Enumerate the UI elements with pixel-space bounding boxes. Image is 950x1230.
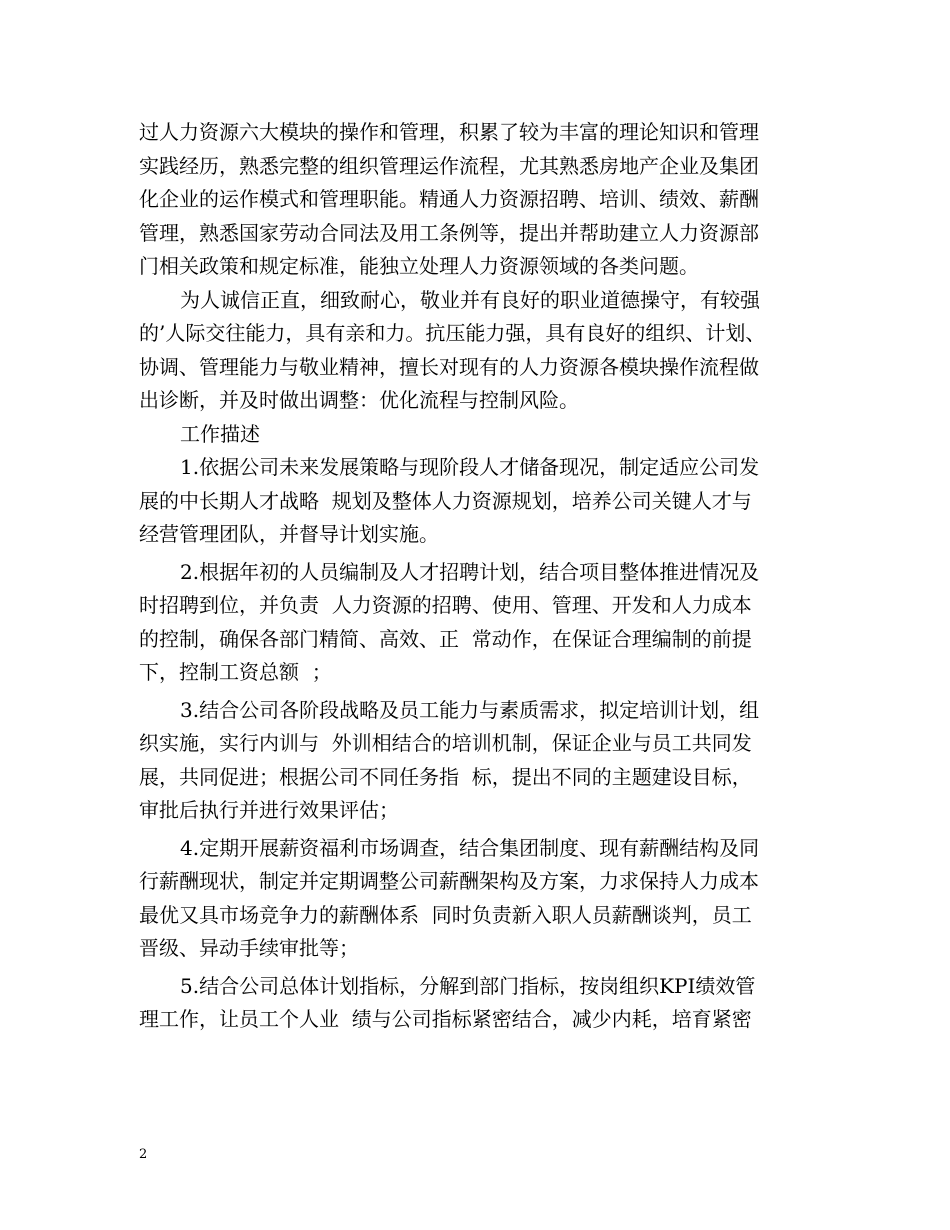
job-duty-item-1 [139, 451, 829, 552]
text-line: 行薪酬现状，制定并定期调整公司薪酬架构及方案，力求保持人力成本 [139, 869, 759, 893]
job-duty-item-4 [139, 832, 829, 966]
text-line: 织实施，实行内训与 外训相结合的培训机制，保证企业与员工共同发 [139, 731, 752, 755]
text-line: 2.根据年初的人员编制及人才招聘计划，结合项目整体推进情况及 [180, 559, 760, 584]
text-line: 工作描述 [180, 421, 260, 446]
text-line: 的控制，确保各部门精简、高效、正 常动作，在保证合理编制的前提 [139, 626, 752, 651]
text-line: 1.依据公司未来发展策略与现阶段人才储备现况，制定适应公司发 [180, 455, 760, 479]
paragraph-hr-experience [139, 116, 829, 284]
text-line: 协调、管理能力与敬业精神，擅长对现有的人力资源各模块操作流程做 [139, 354, 759, 379]
text-line: 为人诚信正直，细致耐心，敬业并有良好的职业道德操守，有较强 [180, 287, 760, 312]
text-line: 下，控制工资总额 ； [139, 660, 332, 684]
text-line: 过人力资源六大模块的操作和管理，积累了较为丰富的理论知识和管理 [139, 120, 759, 144]
text-line: 审批后执行并进行效果评估； [139, 798, 399, 822]
text-line: 时招聘到位，并负责 人力资源的招聘、使用、管理、开发和人力成本 [139, 593, 752, 617]
text-line: 经营管理团队，并督导计划实施。 [139, 522, 439, 546]
job-duty-item-3 [139, 694, 829, 828]
text-line: 最优又具市场竞争力的薪酬体系 同时负责新入职人员薪酬谈判，员工 [139, 902, 752, 927]
text-line: 门相关政策和规定标准，能独立处理人力资源领域的各类问题。 [139, 254, 699, 278]
text-line: 理工作，让员工个人业 绩与公司指标紧密结合，减少内耗，培育紧密 [139, 1007, 752, 1031]
text-line: 的’人际交往能力，具有亲和力。抗压能力强，具有良好的组织、计划、 [139, 321, 766, 345]
text-line: 出诊断，并及时做出调整：优化流程与控制风险。 [139, 388, 579, 412]
text-line: 5.结合公司总体计划指标，分解到部门指标，按岗组织KPI绩效管 [180, 973, 756, 998]
text-line: 晋级、异动手续审批等； [139, 936, 359, 960]
page-number: 2 [139, 1147, 148, 1162]
job-duty-item-5 [139, 970, 829, 1037]
paragraph-personal-qualities [139, 284, 829, 418]
text-line: 3.结合公司各阶段战略及员工能力与素质需求，拟定培训计划，组 [180, 697, 760, 722]
job-duty-item-2 [139, 556, 829, 690]
text-line: 管理，熟悉国家劳动合同法及用工条例等，提出并帮助建立人力资源部 [139, 220, 759, 245]
text-line: 化企业的运作模式和管理职能。精通人力资源招聘、培训、绩效、薪酬 [139, 187, 759, 211]
section-heading-job-description [139, 418, 829, 452]
text-line: 展，共同促进；根据公司不同任务指 标，提出不同的主题建设目标， [139, 764, 752, 789]
text-line: 展的中长期人才战略 规划及整体人力资源规划，培养公司关键人才与 [139, 488, 752, 513]
document-body [139, 116, 829, 1037]
text-line: 4.定期开展薪资福利市场调查，结合集团制度、现有薪酬结构及同 [180, 835, 760, 860]
text-line: 实践经历，熟悉完整的组织管理运作流程，尤其熟悉房地产企业及集团 [139, 153, 759, 178]
